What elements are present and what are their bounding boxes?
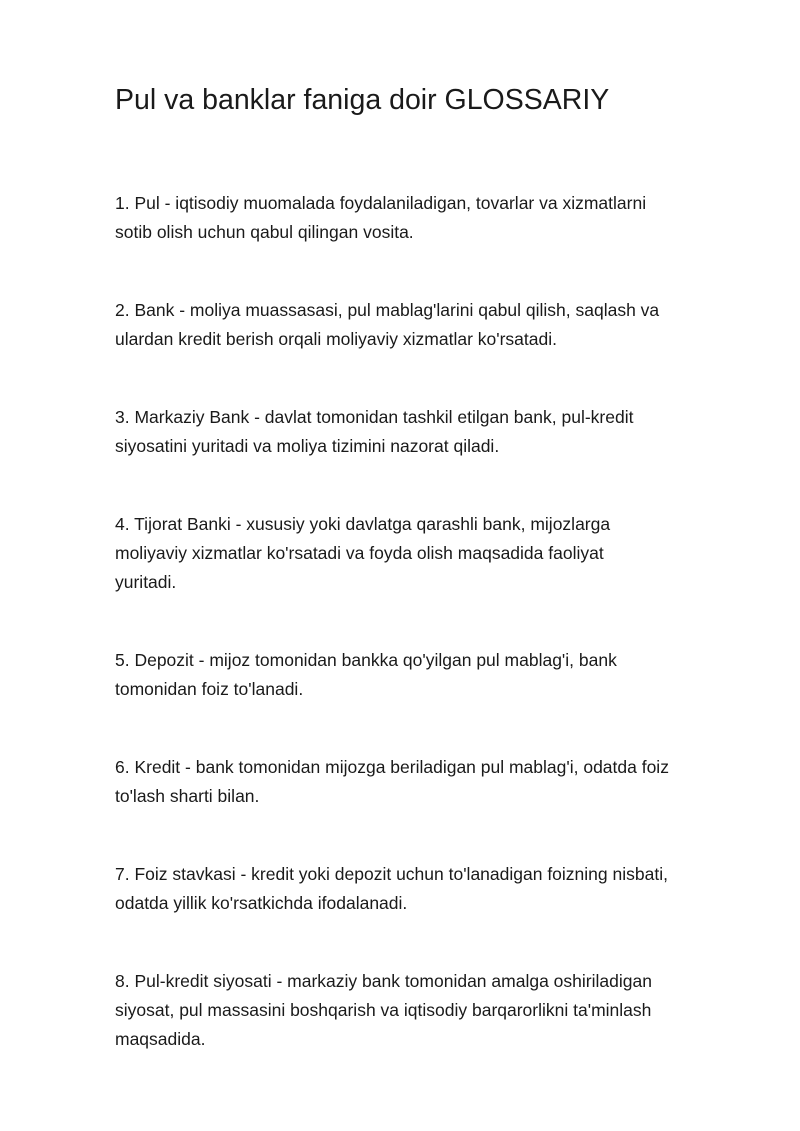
entry-line: moliyaviy xizmatlar ko'rsatadi va foyda olish maqsadida faoliyat — [115, 543, 604, 563]
entry-line: 4. Tijorat Banki - xususiy yoki davlatga qarashli bank, mijozlarga — [115, 514, 611, 534]
entry-line: sotib olish uchun qabul qilingan vosita. — [115, 222, 414, 242]
entry-line: 7. Foiz stavkasi - kredit yoki depozit uchun to'lanadigan foizning nisbati, — [115, 864, 668, 884]
glossary-entry-7 — [115, 860, 755, 918]
entry-line: 3. Markaziy Bank - davlat tomonidan tashkil etilgan bank, pul-kredit — [115, 407, 634, 427]
glossary-entry-1 — [115, 189, 755, 247]
entry-line: to'lash sharti bilan. — [115, 786, 260, 806]
entry-line: 5. Depozit - mijoz tomonidan bankka qo'yilgan pul mablag'i, bank — [115, 650, 617, 670]
entry-line: 6. Kredit - bank tomonidan mijozga beriladigan pul mablag'i, odatda foiz — [115, 757, 669, 777]
glossary-entry-8 — [115, 967, 755, 1054]
entry-line: 1. Pul - iqtisodiy muomalada foydalaniladigan, tovarlar va xizmatlarni — [115, 193, 647, 213]
entry-line: siyosat, pul massasini boshqarish va iqtisodiy barqarorlikni ta'minlash — [115, 1000, 652, 1020]
entry-line: odatda yillik ko'rsatkichda ifodalanadi. — [115, 893, 408, 913]
entry-line: 8. Pul-kredit siyosati - markaziy bank tomonidan amalga oshiriladigan — [115, 971, 652, 991]
glossary-list — [115, 189, 755, 1054]
entry-line: siyosatini yuritadi va moliya tizimini nazorat qiladi. — [115, 436, 500, 456]
glossary-entry-5 — [115, 646, 755, 704]
entry-line: 2. Bank - moliya muassasasi, pul mablag'larini qabul qilish, saqlash va — [115, 300, 660, 320]
glossary-entry-2 — [115, 296, 755, 354]
glossary-entry-4 — [115, 510, 755, 597]
glossary-entry-6 — [115, 753, 755, 811]
glossary-entry-3 — [115, 403, 755, 461]
entry-line: yuritadi. — [115, 572, 177, 592]
entry-line: maqsadida. — [115, 1029, 206, 1049]
document-title: Pul va banklar faniga doir GLOSSARIY — [115, 84, 610, 116]
entry-line: ulardan kredit berish orqali moliyaviy xizmatlar ko'rsatadi. — [115, 329, 557, 349]
entry-line: tomonidan foiz to'lanadi. — [115, 679, 304, 699]
